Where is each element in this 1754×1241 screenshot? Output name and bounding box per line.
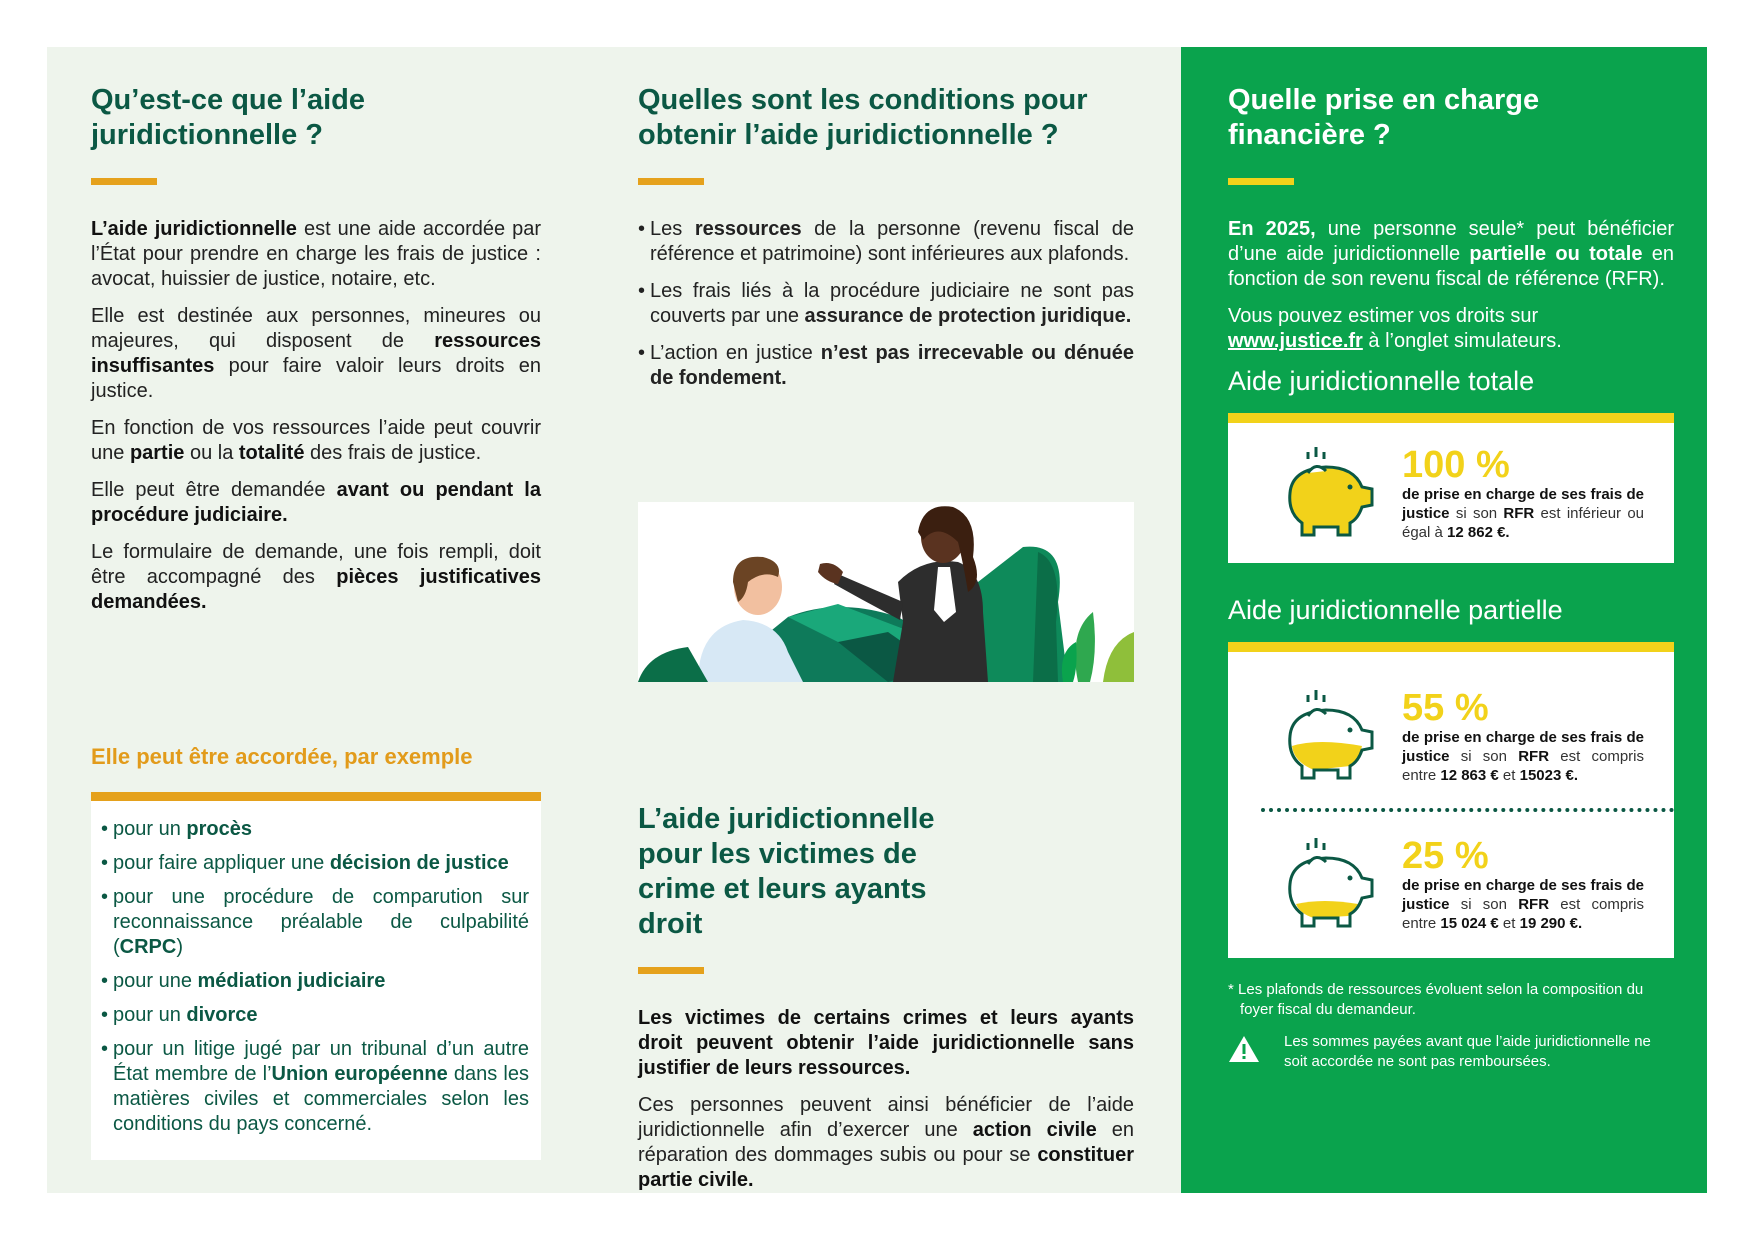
column-conditions — [638, 47, 1134, 1193]
section-title: Quelles sont les conditions pour obtenir l’aide juridictionnelle ? — [638, 84, 1088, 151]
examples-list — [101, 817, 529, 1137]
examples-title: Elle peut être accordée, par exemple — [91, 744, 473, 769]
title-underline — [1228, 178, 1294, 185]
section-title: Qu’est-ce que l’aide juridictionnelle ? — [91, 84, 365, 151]
section-title: L’aide juridictionnelle pour les victimes de crime et leurs ayants droit — [638, 803, 935, 940]
paragraph: En 2025, une personne seule* peut bénéficier d’une aide juridictionnelle partielle ou totale en fonction de son revenu fiscal de référence (RFR). — [1228, 218, 1674, 290]
victims-section — [638, 802, 1134, 1205]
piggy-bank-icon — [1278, 443, 1378, 543]
partielle-title: Aide juridictionnelle partielle — [1228, 595, 1563, 625]
paragraph: Ces personnes peuvent ainsi bénéficier de l’aide juridictionnelle afin d’exercer une action civile en réparation des dommages subis ou pour se constituer partie civile. — [638, 1094, 1134, 1191]
list-item: • L’action en justice n’est pas irrecevable ou dénuée de fondement. — [638, 341, 1134, 391]
list-item: • pour un litige jugé par un tribunal d’un autre État membre de l’Union européenne dans les matières civiles et commerciales selon les conditions du pays concerné. — [101, 1037, 529, 1137]
title-underline — [91, 178, 157, 185]
section-title: Quelle prise en charge financière ? — [1228, 84, 1540, 151]
totale-card — [1228, 413, 1674, 563]
percentage-value: 25 % — [1402, 834, 1489, 877]
list-item: • pour un divorce — [101, 1003, 529, 1028]
list-item: • pour un procès — [101, 817, 529, 842]
card-description: de prise en charge de ses frais de justice si son RFR est compris entre 12 863 € et 15023 €. — [1402, 728, 1644, 784]
warning-notice — [1228, 1032, 1674, 1072]
card-description: de prise en charge de ses frais de justice si son RFR est compris entre 15 024 € et 19 290 €. — [1402, 876, 1644, 932]
list-item: • Les frais liés à la procédure judiciaire ne sont pas couverts par une assurance de protection juridique. — [638, 279, 1134, 329]
footnote: * Les plafonds de ressources évoluent selon la composition du foyer fiscal du demandeur. — [1228, 981, 1644, 1018]
conditions-list — [638, 217, 1134, 391]
list-item: • pour une médiation judiciaire — [101, 969, 529, 994]
paragraph: Les victimes de certains crimes et leurs ayants droit peuvent obtenir l’aide juridictionnelle sans justifier de leurs ressources. — [638, 1007, 1134, 1079]
paragraph: Le formulaire de demande, une fois rempli, doit être accompagné des pièces justificatives demandées. — [91, 541, 541, 613]
title-underline — [638, 178, 704, 185]
warning-icon — [1228, 1034, 1260, 1064]
list-item: • Les ressources de la personne (revenu fiscal de référence et patrimoine) sont inférieures aux plafonds. — [638, 217, 1134, 267]
list-item: • pour faire appliquer une décision de justice — [101, 851, 529, 876]
paragraph: Elle est destinée aux personnes, mineures ou majeures, qui disposent de ressources insuffisantes pour faire valoir leurs droits en justice. — [91, 305, 541, 402]
column-what-is — [91, 47, 541, 1193]
warning-text: Les sommes payées avant que l’aide juridictionnelle ne soit accordée ne sont pas remboursées. — [1284, 1033, 1651, 1070]
leaflet-page — [47, 47, 1707, 1193]
totale-title: Aide juridictionnelle totale — [1228, 366, 1535, 396]
paragraph: Elle peut être demandée avant ou pendant la procédure judiciaire. — [91, 479, 541, 526]
column-financial — [1181, 47, 1707, 1193]
card-description: de prise en charge de ses frais de justice si son RFR est inférieur ou égal à 12 862 €. — [1402, 485, 1644, 541]
piggy-bank-half-icon — [1278, 686, 1378, 786]
meeting-illustration-icon — [638, 502, 1134, 682]
piggy-bank-quarter-icon — [1278, 834, 1378, 934]
lawyer-client-illustration — [638, 502, 1134, 682]
percentage-value: 55 % — [1402, 686, 1489, 729]
percentage-value: 100 % — [1402, 443, 1510, 486]
paragraph: Vous pouvez estimer vos droits sur www.justice.fr à l’onglet simulateurs. — [1228, 305, 1562, 352]
examples-box — [91, 792, 541, 1160]
paragraph: L’aide juridictionnelle est une aide accordée par l’État pour prendre en charge les frais de justice : avocat, huissier de justice, notaire, etc. — [91, 218, 542, 290]
paragraph: En fonction de vos ressources l’aide peut couvrir une partie ou la totalité des frais de justice. — [91, 417, 541, 464]
justice-link[interactable]: www.justice.fr — [1228, 330, 1363, 352]
title-underline — [638, 967, 704, 974]
list-item: • pour une procédure de comparution sur reconnaissance préalable de culpabilité (CRPC) — [101, 885, 529, 960]
partielle-card — [1228, 642, 1674, 958]
